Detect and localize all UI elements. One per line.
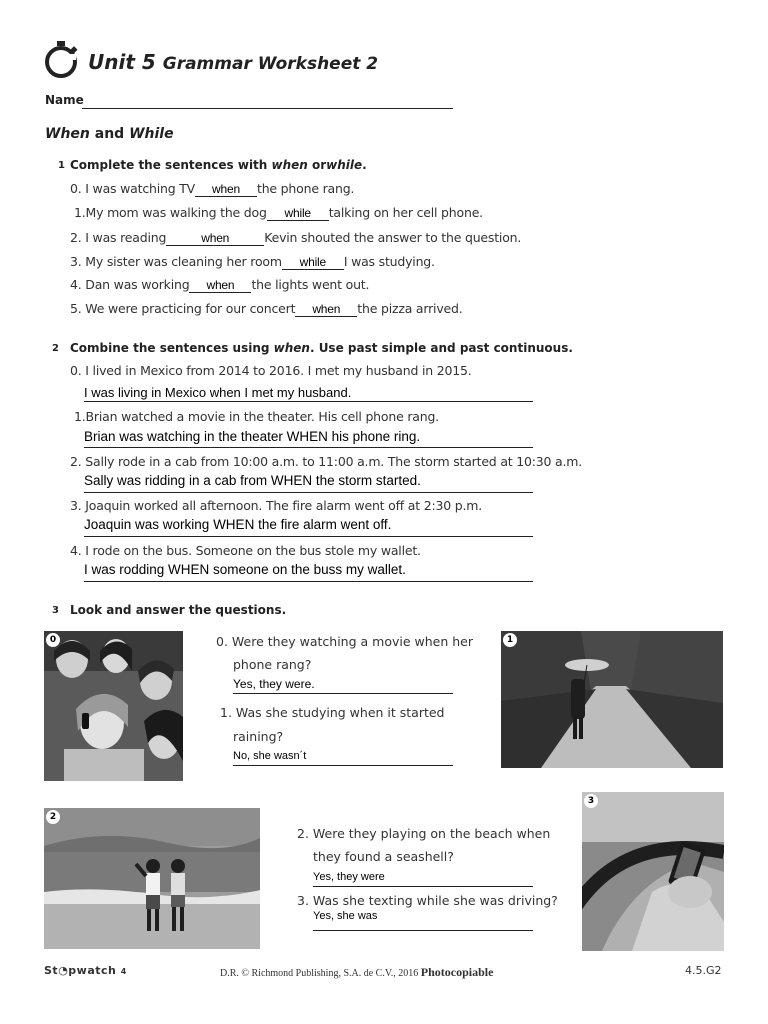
ex2-prompt-4: 4. I rode on the bus. Someone on the bus stole my wallet.: [70, 543, 421, 558]
ex2-instr-when: when: [273, 341, 310, 355]
ex1-item-1: [74, 205, 483, 221]
ex3-q3-line1: 3. Was she texting while she was driving?: [297, 893, 558, 908]
section-title-while: While: [129, 126, 174, 142]
ex3-q1-answer[interactable]: No, she wasn´t: [233, 750, 453, 766]
ex1-instr-when: when: [271, 158, 308, 172]
ex1-item-0-pre: 0. I was watching TV: [70, 181, 195, 196]
stopwatch-logo-icon: [44, 38, 80, 80]
photo-1-rainy-road: [501, 631, 723, 768]
photo-2-beach-kids: [44, 808, 260, 949]
ex2-instr-a: Combine the sentences using: [70, 341, 274, 355]
exercise-2-number: 2: [52, 343, 59, 354]
photo-0-badge: 0: [46, 633, 60, 647]
photo-1-image: [501, 631, 723, 768]
photo-0-people-phone: [44, 631, 183, 781]
ex3-q0-answer[interactable]: Yes, they were.: [233, 677, 453, 694]
footer-brand-pre: St: [44, 964, 59, 977]
ex1-item-2-answer[interactable]: when: [166, 232, 264, 246]
ex1-instr-end: .: [362, 158, 367, 172]
footer-code: 4.5.G2: [685, 964, 722, 977]
ex1-item-1-post: talking on her cell phone.: [328, 205, 483, 220]
ex1-item-1-answer[interactable]: while: [267, 207, 329, 221]
ex2-answer-0[interactable]: I was living in Mexico when I met my husband.: [84, 385, 533, 402]
ex1-instr-a: Complete the sentences with: [70, 158, 272, 172]
ex1-item-4: [70, 277, 369, 293]
ex1-item-4-post: the lights went out.: [251, 277, 370, 292]
section-title-and: and: [89, 126, 130, 142]
ex1-item-2-pre: 2. I was reading: [70, 230, 167, 245]
ex1-item-3-answer[interactable]: while: [282, 256, 344, 270]
ex1-item-5-pre: 5. We were practicing for our concert: [70, 301, 296, 316]
ex1-item-3: [70, 254, 435, 270]
ex1-item-0-answer[interactable]: when: [195, 183, 257, 197]
ex3-q2-answer[interactable]: Yes, they were: [313, 871, 533, 887]
exercise-1-number: 1: [58, 160, 65, 171]
footer-brand-stopwatch-icon: ◔: [58, 964, 69, 977]
ex1-item-1-pre: 1.My mom was walking the dog: [74, 205, 267, 220]
ex3-q2-line2: they found a seashell?: [313, 849, 454, 864]
ex3-q0-line2: phone rang?: [233, 657, 312, 672]
section-title: [45, 126, 174, 142]
ex3-q1-line1: 1. Was she studying when it started: [220, 705, 445, 720]
footer-brand: [44, 964, 127, 977]
footer-copyright-text: D.R. © Richmond Publishing, S.A. de C.V., 2016: [220, 968, 419, 979]
ex2-prompt-3: 3. Joaquin worked all afternoon. The fire alarm went off at 2:30 p.m.: [70, 498, 482, 513]
ex3-q0-line1: 0. Were they watching a movie when her: [216, 634, 473, 649]
photo-3-image: [582, 792, 724, 951]
ex1-item-4-pre: 4. Dan was working: [70, 277, 190, 292]
ex2-instr-b: . Use past simple and past continuous.: [309, 341, 573, 355]
ex1-item-5-post: the pizza arrived.: [357, 301, 463, 316]
page-title: [88, 50, 378, 74]
title-rest: Grammar Worksheet 2: [162, 54, 379, 74]
ex1-item-5-answer[interactable]: when: [295, 303, 357, 317]
photo-2-image: [44, 808, 260, 949]
photo-1-badge: 1: [503, 633, 517, 647]
exercise-3-instruction: Look and answer the questions.: [70, 603, 287, 617]
ex3-q3-answer[interactable]: Yes, she was: [313, 910, 533, 931]
ex1-instr-or: or: [307, 158, 327, 172]
ex1-item-2-post: Kevin shouted the answer to the question.: [264, 230, 522, 245]
ex1-item-0-post: the phone rang.: [257, 181, 355, 196]
title-unit: Unit 5: [88, 50, 156, 74]
ex2-prompt-0: 0. I lived in Mexico from 2014 to 2016. I met my husband in 2015.: [70, 363, 472, 378]
ex2-answer-4[interactable]: I was rodding WHEN someone on the buss my wallet.: [84, 562, 533, 582]
photo-0-image: [44, 631, 183, 781]
footer-brand-num: 4: [120, 967, 127, 976]
exercise-3-number: 3: [52, 605, 59, 616]
ex1-item-4-answer[interactable]: when: [189, 279, 251, 293]
ex2-answer-2[interactable]: Sally was ridding in a cab from WHEN the storm started.: [84, 473, 533, 493]
photo-3-texting-driving: [582, 792, 724, 951]
name-label: Name: [45, 93, 84, 107]
exercise-1-instruction: [70, 158, 367, 172]
ex1-item-2: [70, 230, 521, 246]
photo-2-badge: 2: [46, 810, 60, 824]
exercise-2-instruction: [70, 341, 573, 355]
footer-photocopiable: Photocopiable: [420, 965, 494, 979]
footer-brand-post: pwatch: [68, 964, 117, 977]
photo-3-badge: 3: [584, 794, 598, 808]
ex3-q1-line2: raining?: [233, 729, 284, 744]
ex1-item-3-post: I was studying.: [343, 254, 435, 269]
ex1-item-3-pre: 3. My sister was cleaning her room: [70, 254, 282, 269]
ex2-prompt-1: 1.Brian watched a movie in the theater. His cell phone rang.: [74, 409, 439, 424]
footer-copyright: [220, 965, 493, 980]
name-field[interactable]: [82, 107, 453, 109]
ex2-answer-1[interactable]: Brian was watching in the theater WHEN his phone ring.: [84, 429, 533, 448]
ex2-answer-3[interactable]: Joaquin was working WHEN the fire alarm went off.: [84, 517, 533, 537]
section-title-when: When: [45, 126, 90, 142]
ex3-q2-line1: 2. Were they playing on the beach when: [297, 826, 551, 841]
ex1-item-5: [70, 301, 463, 317]
ex2-prompt-2: 2. Sally rode in a cab from 10:00 a.m. to 11:00 a.m. The storm started at 10:30 a.m.: [70, 454, 583, 469]
ex1-item-0: [70, 181, 354, 197]
ex1-instr-while: while: [326, 158, 363, 172]
